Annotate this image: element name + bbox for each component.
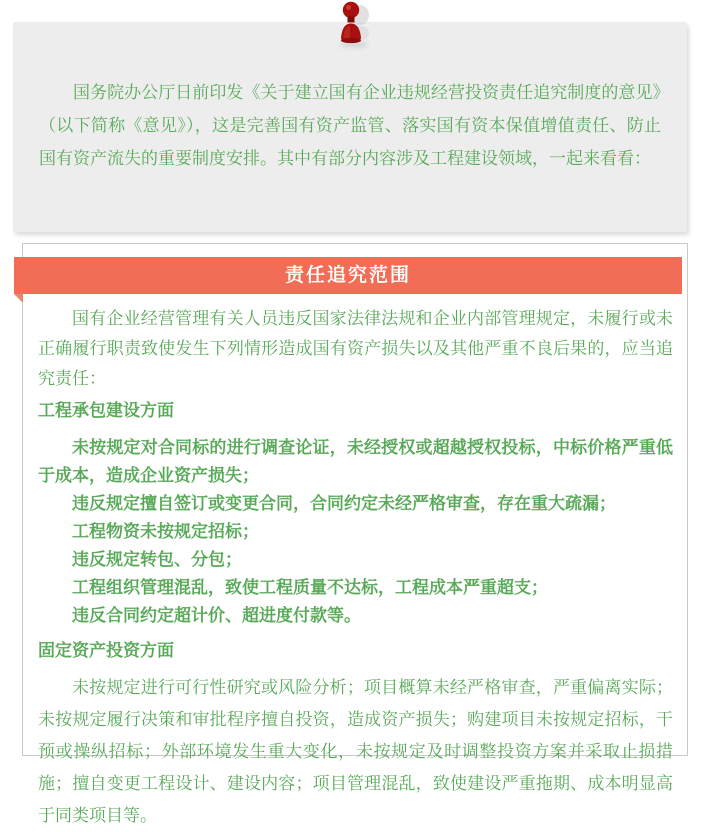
heading-fixed-asset-investment: 固定资产投资方面: [38, 641, 174, 661]
section-intro-paragraph: 国有企业经营管理有关人员违反国家法律法规和企业内部管理规定，未履行或未正确履行职责致使发生下列情形造成国有资产损失以及其他严重不良后果的，应当追究责任：: [38, 309, 673, 389]
section-banner: [14, 257, 682, 294]
section-body: [23, 244, 687, 832]
intro-paragraph: 国务院办公厅日前印发《关于建立国有企业违规经营投资责任追究制度的意见》（以下简称《意见》），这是完善国有资产监管、落实国有资本保值增值责任、防止国有资产流失的重要制度安排。其中有部分内容涉及工程建设领域，一起来看看：: [39, 83, 661, 169]
engineering-item: 违反规定转包、分包；: [72, 550, 242, 570]
fixed-assets-paragraph: 未按规定进行可行性研究或风险分析；项目概算未经严格审查，严重偏离实际；未按规定履行决策和审批程序擅自投资，造成资产损失；购建项目未按规定招标，干预或操纵招标；外部环境发生重大变化，未按规定及时调整投资方案并采取止损措施；擅自变更工程设计、建设内容；项目管理混乱，致使建设严重拖期、成本明显高于同类项目等。: [38, 678, 673, 826]
heading-engineering-contracting: 工程承包建设方面: [38, 401, 174, 421]
engineering-item: 未按规定对合同标的进行调查论证，未经授权或超越授权投标，中标价格严重低于成本，造成企业资产损失；: [38, 438, 673, 486]
section-banner-title: 责任追究范围: [284, 264, 411, 286]
accountability-card: [22, 243, 688, 826]
engineering-item: 工程组织管理混乱，致使工程质量不达标，工程成本严重超支；: [72, 578, 548, 598]
engineering-item: 违反合同约定超计价、超进度付款等。: [72, 606, 361, 626]
engineering-item: 违反规定擅自签订或变更合同，合同约定未经严格审查，存在重大疏漏；: [72, 494, 616, 514]
engineering-item: 工程物资未按规定招标；: [72, 522, 259, 542]
ribbon-fold: [14, 294, 23, 303]
red-pushpin-icon: [330, 0, 376, 56]
